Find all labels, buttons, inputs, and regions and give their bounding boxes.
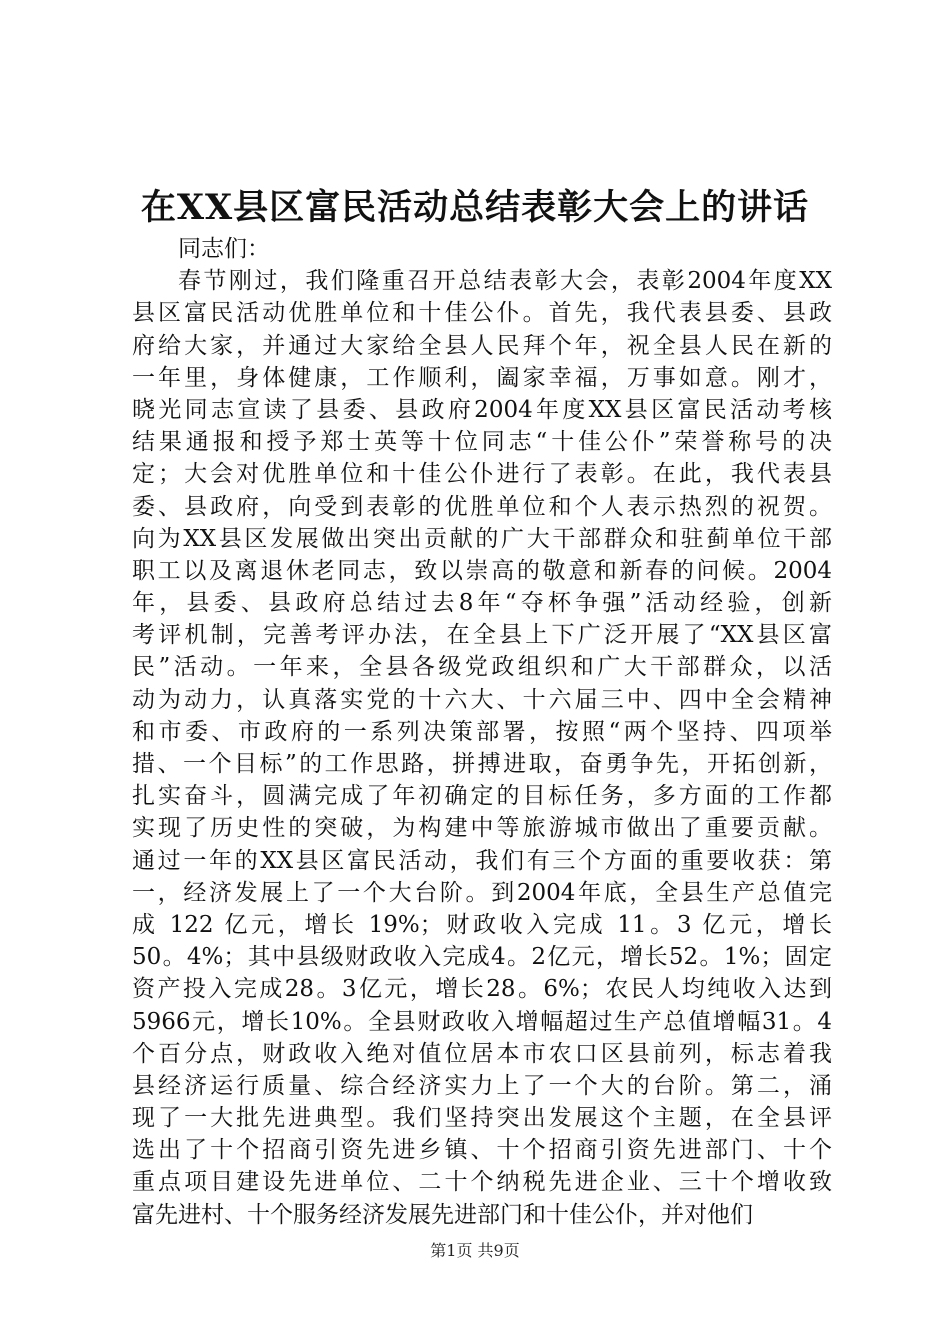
body-line: 考评机制，完善考评办法，在全县上下广泛开展了“XX县区富: [132, 622, 832, 649]
body-line: 成 122 亿元，增长 19%；财政收入完成 11。3 亿元，增长: [132, 911, 832, 938]
salutation: 同志们：: [178, 236, 270, 262]
body-line: 扎实奋斗，圆满完成了年初确定的目标任务，多方面的工作都: [132, 783, 832, 810]
body-line: 结果通报和授予郑士英等十位同志“十佳公仆”荣誉称号的决: [132, 429, 832, 456]
page-footer: 第1页 共9页: [430, 1241, 520, 1260]
body-line: 年，县委、县政府总结过去8年“夺杯争强”活动经验，创新: [132, 590, 832, 617]
body-line: 定；大会对优胜单位和十佳公仆进行了表彰。在此，我代表县: [132, 461, 832, 488]
body-line: 民”活动。一年来，全县各级党政组织和广大干部群众，以活: [132, 654, 832, 681]
body-line: 50。4%；其中县级财政收入完成4。2亿元，增长52。1%；固定: [132, 944, 832, 971]
body-line: 资产投入完成28。3亿元，增长28。6%；农民人均纯收入达到: [132, 976, 832, 1003]
body-line: 春节刚过，我们隆重召开总结表彰大会，表彰2004年度XX: [178, 268, 832, 295]
body-line: 重点项目建设先进单位、二十个纳税先进企业、三十个增收致: [132, 1169, 832, 1196]
body-line: 5966元，增长10%。全县财政收入增幅超过生产总值增幅31。4: [132, 1008, 832, 1035]
body-line: 措、一个目标”的工作思路，拼搏进取，奋勇争先，开拓创新，: [132, 751, 832, 777]
body-line: 一，经济发展上了一个大台阶。到2004年底，全县生产总值完: [132, 879, 832, 906]
body-line: 富先进村、十个服务经济发展先进部门和十佳公仆，并对他们: [132, 1201, 753, 1228]
body-line: 个百分点，财政收入绝对值位居本市农口区县前列，标志着我: [132, 1040, 832, 1067]
body-line: 职工以及离退休老同志，致以崇高的敬意和新春的问候。2004: [132, 557, 832, 584]
body-line: 委、县政府，向受到表彰的优胜单位和个人表示热烈的祝贺。: [132, 493, 832, 520]
body-line: 府给大家，并通过大家给全县人民拜个年，祝全县人民在新的: [132, 332, 832, 359]
body-line: 县经济运行质量、综合经济实力上了一个大的台阶。第二，涌: [132, 1072, 832, 1099]
body-line: 和市委、市政府的一系列决策部署，按照“两个坚持、四项举: [132, 718, 832, 745]
body-line: 动为动力，认真落实党的十六大、十六届三中、四中全会精神: [132, 686, 832, 713]
body-line: 晓光同志宣读了县委、县政府2004年度XX县区富民活动考核: [132, 396, 832, 423]
document-body: [132, 233, 832, 1231]
body-line: 向为XX县区发展做出突出贡献的广大干部群众和驻蓟单位干部: [132, 525, 832, 552]
body-line: 通过一年的XX县区富民活动，我们有三个方面的重要收获：第: [132, 847, 832, 874]
document-title: 在XX县区富民活动总结表彰大会上的讲话: [140, 187, 810, 228]
body-line: 县区富民活动优胜单位和十佳公仆。首先，我代表县委、县政: [132, 300, 832, 327]
body-line: 实现了历史性的突破，为构建中等旅游城市做出了重要贡献。: [132, 815, 832, 842]
body-line: 一年里，身体健康，工作顺利，阖家幸福，万事如意。刚才，: [132, 364, 832, 391]
body-line: 选出了十个招商引资先进乡镇、十个招商引资先进部门、十个: [132, 1137, 832, 1164]
body-line: 现了一大批先进典型。我们坚持突出发展这个主题，在全县评: [132, 1105, 832, 1132]
